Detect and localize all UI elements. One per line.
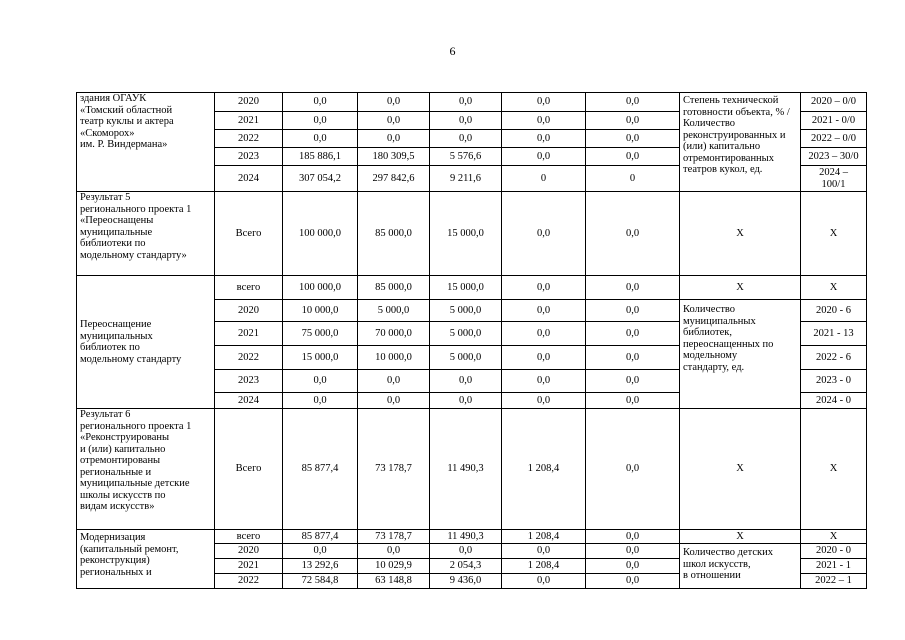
indicator-cell: X [680,192,801,276]
value-cell: 15 000,0 [430,192,502,276]
value-cell: 85 877,4 [283,409,358,530]
value-cell: 85 877,4 [283,530,358,544]
value-cell: 0,0 [502,370,586,393]
year-cell: 2021 [215,112,283,130]
target-cell: X [801,192,867,276]
page-number: 6 [449,44,456,58]
value-cell: 0,0 [586,393,680,409]
value-cell: 0,0 [502,148,586,166]
value-cell: 15 000,0 [430,276,502,300]
value-cell: 1 208,4 [502,530,586,544]
target-cell: 2021 - 1 [801,559,867,574]
value-cell: 0,0 [358,393,430,409]
value-cell: 0,0 [586,409,680,530]
target-cell: 2022 – 0/0 [801,130,867,148]
value-cell: 0,0 [502,322,586,346]
target-cell: 2024 - 0 [801,393,867,409]
value-cell: 0,0 [358,112,430,130]
value-cell: 0,0 [502,130,586,148]
value-cell: 11 490,3 [430,530,502,544]
value-cell: 0,0 [430,544,502,559]
value-cell: 5 000,0 [358,300,430,322]
indicator-cell: Количество детских школ искусств, в отношении [680,544,801,589]
value-cell: 0,0 [586,130,680,148]
value-cell: 0,0 [586,544,680,559]
value-cell: 5 000,0 [430,322,502,346]
target-cell: 2020 - 0 [801,544,867,559]
value-cell: 0,0 [586,322,680,346]
target-cell: 2022 - 6 [801,346,867,370]
target-cell: X [801,409,867,530]
year-cell: 2022 [215,130,283,148]
target-cell: 2024 – 100/1 [801,166,867,192]
value-cell: 0,0 [358,93,430,112]
event-name-cell: здания ОГАУК «Томский областной театр куклы и актера «Скоморох» им. Р. Виндермана» [77,93,215,192]
target-cell: X [801,530,867,544]
value-cell: 0,0 [283,112,358,130]
year-cell: всего [215,276,283,300]
value-cell: 0,0 [430,393,502,409]
target-cell: 2021 - 13 [801,322,867,346]
value-cell: 0,0 [358,544,430,559]
target-cell: 2023 - 0 [801,370,867,393]
value-cell: 15 000,0 [283,346,358,370]
value-cell: 0,0 [502,346,586,370]
year-cell: 2020 [215,93,283,112]
year-cell: 2024 [215,393,283,409]
value-cell: 0,0 [586,276,680,300]
value-cell: 0,0 [586,300,680,322]
value-cell: 85 000,0 [358,192,430,276]
value-cell: 0,0 [586,192,680,276]
indicator-cell: Степень технической готовности объекта, % / Количество реконструированных и (или) капитально отремонтированных театров кукол, ед. [680,93,801,192]
event-name-cell: Переоснащение муниципальных библиотек по модельному стандарту [77,276,215,409]
value-cell: 0,0 [430,112,502,130]
value-cell: 0,0 [358,130,430,148]
year-cell: 2024 [215,166,283,192]
year-cell: всего [215,530,283,544]
value-cell: 0,0 [502,276,586,300]
value-cell: 0,0 [283,544,358,559]
value-cell: 70 000,0 [358,322,430,346]
event-name-cell: Модернизация (капитальный ремонт, реконструкция) региональных и [77,530,215,589]
value-cell: 100 000,0 [283,192,358,276]
value-cell: 100 000,0 [283,276,358,300]
period-cell: Всего [215,409,283,530]
value-cell: 297 842,6 [358,166,430,192]
value-cell: 0,0 [586,112,680,130]
value-cell: 5 000,0 [430,300,502,322]
value-cell: 0,0 [430,370,502,393]
value-cell: 11 490,3 [430,409,502,530]
target-cell: 2020 - 6 [801,300,867,322]
value-cell: 10 000,0 [283,300,358,322]
value-cell: 13 292,6 [283,559,358,574]
indicator-cell: X [680,530,801,544]
value-cell: 0,0 [502,192,586,276]
value-cell: 63 148,8 [358,574,430,589]
value-cell: 0,0 [502,112,586,130]
value-cell: 185 886,1 [283,148,358,166]
value-cell: 0,0 [283,93,358,112]
table-row [77,93,867,112]
table-row [77,192,867,276]
value-cell: 0,0 [502,393,586,409]
value-cell: 5 576,6 [430,148,502,166]
table-row [77,276,867,300]
year-cell: 2020 [215,300,283,322]
value-cell: 0,0 [358,370,430,393]
value-cell: 73 178,7 [358,530,430,544]
indicator-cell: X [680,276,801,300]
value-cell: 0,0 [586,93,680,112]
value-cell: 1 208,4 [502,559,586,574]
value-cell: 1 208,4 [502,409,586,530]
value-cell: 0,0 [586,370,680,393]
year-cell: 2022 [215,346,283,370]
value-cell: 10 000,0 [358,346,430,370]
target-cell: 2021 - 0/0 [801,112,867,130]
value-cell: 180 309,5 [358,148,430,166]
value-cell: 0,0 [502,544,586,559]
value-cell: 0,0 [283,370,358,393]
result-name-cell: Результат 5 регионального проекта 1 «Переоснащены муниципальные библиотеки по модельному стандарту» [77,192,215,276]
value-cell: 0,0 [586,148,680,166]
value-cell: 73 178,7 [358,409,430,530]
value-cell: 0,0 [586,530,680,544]
value-cell: 0,0 [430,130,502,148]
value-cell: 9 436,0 [430,574,502,589]
target-cell: 2023 – 30/0 [801,148,867,166]
value-cell: 0 [502,166,586,192]
value-cell: 0,0 [283,130,358,148]
value-cell: 10 029,9 [358,559,430,574]
result-name-cell: Результат 6 регионального проекта 1 «Реконструированы и (или) капитально отремонтированы региональные и муниципальные детские школы искусств по видам искусств» [77,409,215,530]
year-cell: 2020 [215,544,283,559]
value-cell: 85 000,0 [358,276,430,300]
budget-table [76,92,867,589]
table-row [77,530,867,544]
value-cell: 0,0 [283,393,358,409]
value-cell: 0 [586,166,680,192]
target-cell: 2020 – 0/0 [801,93,867,112]
value-cell: 307 054,2 [283,166,358,192]
value-cell: 0,0 [430,93,502,112]
indicator-cell: X [680,409,801,530]
table-row [77,409,867,530]
indicator-cell: Количество муниципальных библиотек, переоснащенных по модельному стандарту, ед. [680,300,801,409]
value-cell: 2 054,3 [430,559,502,574]
year-cell: 2023 [215,148,283,166]
target-cell: X [801,276,867,300]
year-cell: 2021 [215,322,283,346]
year-cell: 2021 [215,559,283,574]
value-cell: 0,0 [586,559,680,574]
value-cell: 0,0 [586,346,680,370]
value-cell: 0,0 [502,574,586,589]
year-cell: 2023 [215,370,283,393]
value-cell: 5 000,0 [430,346,502,370]
value-cell: 72 584,8 [283,574,358,589]
target-cell: 2022 – 1 [801,574,867,589]
value-cell: 0,0 [586,574,680,589]
value-cell: 0,0 [502,300,586,322]
period-cell: Всего [215,192,283,276]
value-cell: 9 211,6 [430,166,502,192]
value-cell: 75 000,0 [283,322,358,346]
year-cell: 2022 [215,574,283,589]
value-cell: 0,0 [502,93,586,112]
